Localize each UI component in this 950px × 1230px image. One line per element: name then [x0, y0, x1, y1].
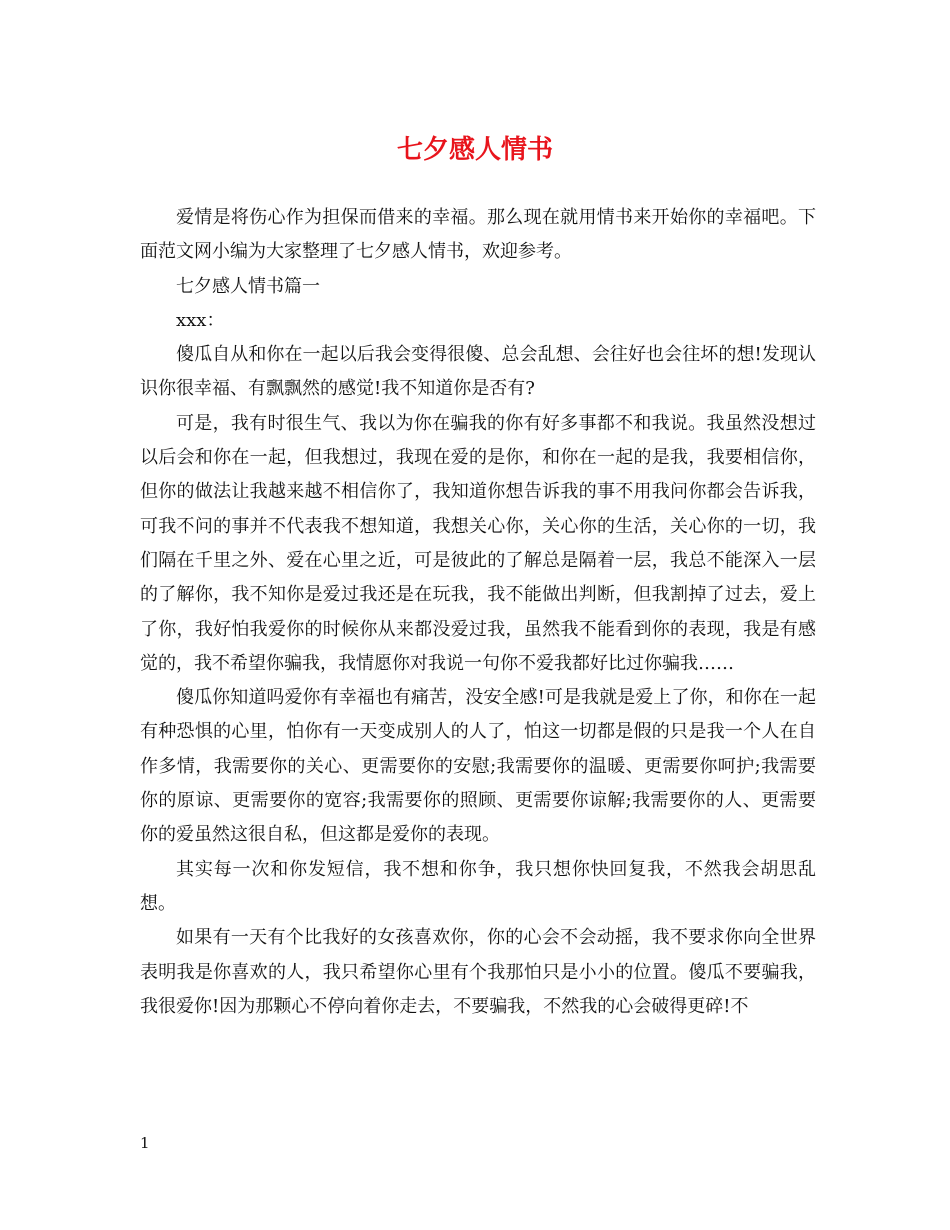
paragraph: 其实每一次和你发短信，我不想和你争，我只想你快回复我，不然我会胡思乱想。: [140, 858, 816, 914]
paragraph: 傻瓜自从和你在一起以后我会变得很傻、总会乱想、会往好也会往坏的想!发现认识你很幸福、有飘飘然的感觉!我不知道你是否有?: [140, 344, 816, 400]
paragraph: 傻瓜你知道吗爱你有幸福也有痛苦，没安全感!可是我就是爱上了你，和你在一起有种恐惧的心里，怕你有一天变成别人的人了，怕这一切都是假的只是我一个人在自作多情，我需要你的关心、更需要你的安慰;我需要你的温暖、更需要你呵护;我需要你的原谅、更需要你的宽容;我需要你的照顾、更需要你谅解;我需要你的人、更需要你的爱虽然这很自私，但这都是爱你的表现。: [140, 687, 816, 846]
document-body: [140, 201, 816, 1024]
paragraph: 如果有一天有个比我好的女孩喜欢你，你的心会不会动摇，我不要求你向全世界表明我是你喜欢的人，我只希望你心里有个我那怕只是小小的位置。傻瓜不要骗我，我很爱你!因为那颗心不停向着你走去，不要骗我，不然我的心会破得更碎!不: [140, 927, 816, 1017]
section-heading: 七夕感人情书篇一: [176, 275, 320, 297]
salutation: xxx：: [176, 309, 225, 331]
document-title: 七夕感人情书: [396, 135, 553, 165]
paragraph-intro: 爱情是将伤心作为担保而借来的幸福。那么现在就用情书来开始你的幸福吧。下面范文网小编为大家整理了七夕感人情书，欢迎参考。: [140, 207, 816, 263]
paragraph: 可是，我有时很生气、我以为你在骗我的你有好多事都不和我说。我虽然没想过以后会和你在一起，但我想过，我现在爱的是你，和你在一起的是我，我要相信你，但你的做法让我越来越不相信你了，我知道你想告诉我的事不用我问你都会告诉我，可我不问的事并不代表我不想知道，我想关心你，关心你的生活，关心你的一切，我们隔在千里之外、爱在心里之近，可是彼此的了解总是隔着一层，我总不能深入一层的了解你，我不知你是爱过我还是在玩我，我不能做出判断，但我割掉了过去，爱上了你，我好怕我爱你的时候你从来都没爱过我，虽然我不能看到你的表现，我是有感觉的，我不希望你骗我，我情愿你对我说一句你不爱我都好比过你骗我……: [140, 412, 816, 674]
page-number: 1: [140, 1134, 150, 1152]
